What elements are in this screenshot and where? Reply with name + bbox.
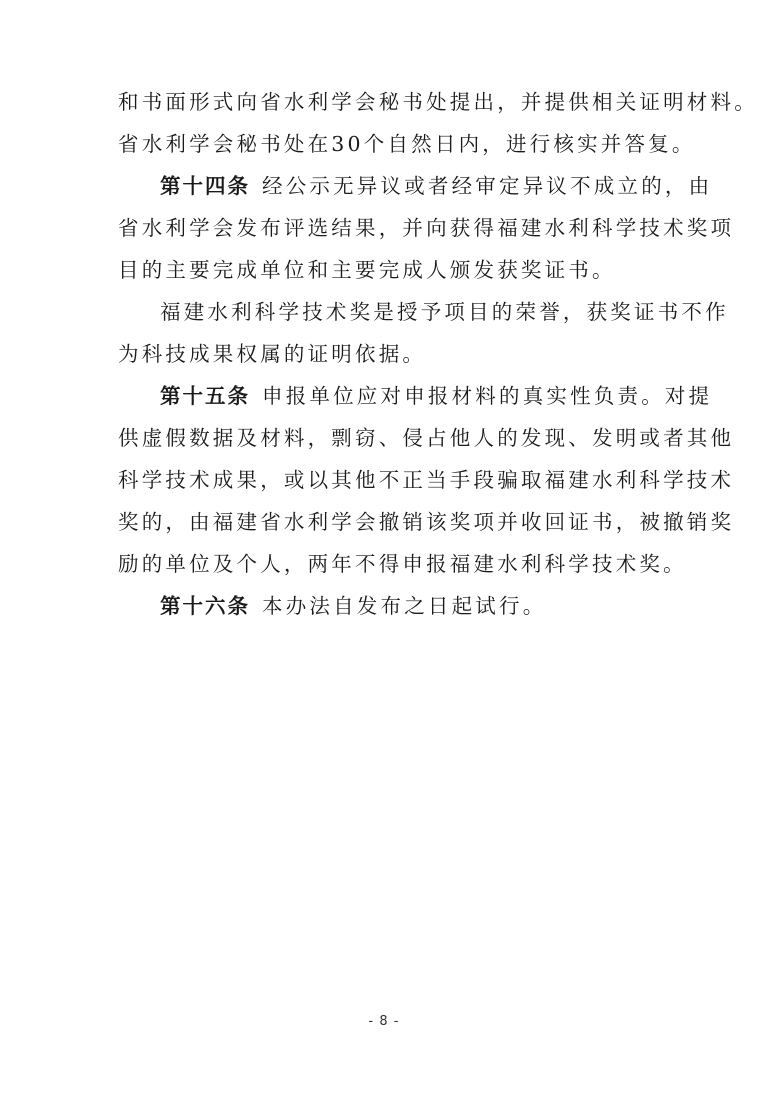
text-line: 为科技成果权属的证明依据。 — [118, 342, 427, 366]
text-line: 和书面形式向省水利学会秘书处提出，并提供相关证明材料。 — [118, 90, 758, 114]
text-line: 省水利学会秘书处在30个自然日内，进行核实并答复。 — [118, 132, 696, 156]
text-line: 励的单位及个人，两年不得申报福建水利科学技术奖。 — [118, 552, 687, 576]
article-15-line — [0, 382, 768, 410]
text-line: 奖的，由福建省水利学会撤销该奖项并收回证书，被撤销奖 — [118, 510, 735, 534]
article-16-label: 第十六条 — [160, 594, 250, 618]
page-number: - 8 - — [368, 1014, 400, 1029]
text-line: 供虚假数据及材料，剽窃、侵占他人的发现、发明或者其他 — [118, 426, 735, 450]
article-15-text: 申报单位应对申报材料的真实性负责。对提 — [262, 384, 713, 408]
text-line: 科学技术成果，或以其他不正当手段骗取福建水利科学技术 — [118, 468, 735, 492]
text-line: 省水利学会发布评选结果，并向获得福建水利科学技术奖项 — [118, 216, 735, 240]
article-14-label: 第十四条 — [160, 174, 250, 198]
article-16-line — [0, 592, 768, 620]
article-16-text: 本办法自发布之日起试行。 — [262, 594, 547, 618]
article-14-text: 经公示无异议或者经审定异议不成立的，由 — [262, 174, 713, 198]
text-line: 福建水利科学技术奖是授予项目的荣誉，获奖证书不作 — [160, 300, 729, 324]
article-15-label: 第十五条 — [160, 384, 250, 408]
article-14-line — [0, 172, 768, 200]
text-line: 目的主要完成单位和主要完成人颁发获奖证书。 — [118, 258, 616, 282]
